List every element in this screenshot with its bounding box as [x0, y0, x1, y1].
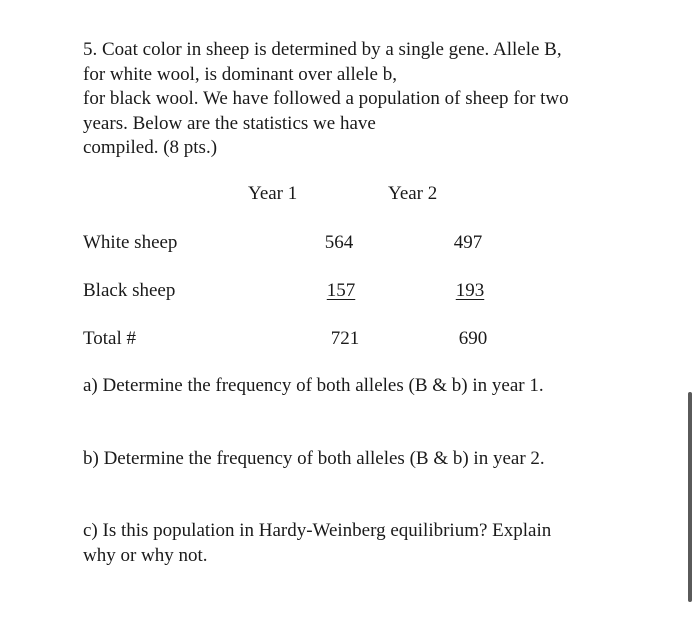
part-c-line: c) Is this population in Hardy-Weinberg equilibrium? Explain: [83, 520, 552, 541]
row-label-total: Total #: [83, 328, 137, 349]
cell-black-year1: 157: [326, 280, 356, 301]
part-b-line: b) Determine the frequency of both alleles (B & b) in year 2.: [83, 448, 545, 469]
part-c-line: why or why not.: [83, 544, 208, 566]
question-line: years. Below are the statistics we have: [83, 112, 376, 134]
row-label-black-sheep: Black sheep: [83, 280, 176, 301]
question-line: 5. Coat color in sheep is determined by a single gene. Allele B,: [83, 39, 562, 60]
cell-total-year1: 721: [330, 328, 360, 349]
column-header-year1: Year 1: [248, 183, 298, 204]
column-header-year2: Year 2: [388, 183, 438, 204]
question-line: compiled. (8 pts.): [83, 137, 218, 158]
question-text: [83, 38, 643, 161]
cell-white-year1: 564: [324, 232, 354, 253]
part-c: [83, 519, 643, 568]
vertical-scrollbar[interactable]: [688, 392, 692, 602]
cell-black-year2: 193: [455, 280, 485, 301]
part-b: [83, 447, 643, 472]
part-a: [83, 374, 643, 399]
cell-total-year2: 690: [458, 328, 488, 349]
question-line: for black wool. We have followed a population of sheep for two: [83, 88, 569, 109]
row-label-white-sheep: White sheep: [83, 232, 178, 253]
cell-white-year2: 497: [453, 232, 483, 253]
question-line: for white wool, is dominant over allele b,: [83, 63, 397, 85]
part-a-line: a) Determine the frequency of both alleles (B & b) in year 1.: [83, 375, 544, 396]
